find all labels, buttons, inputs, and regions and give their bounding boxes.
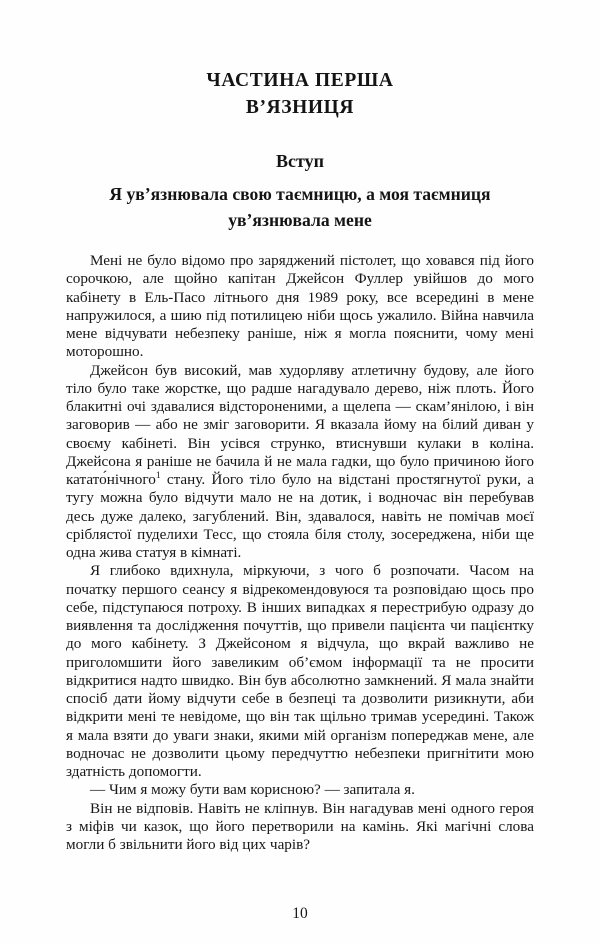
paragraph-part-a: Джейсон був високий, мав худорляву атлетичну будову, але його тіло було таке жорстке, що радше нагадувало дерево, ніж плоть. Його блакитні очі здавалися відстороненими, а щелепа — скам’янілою, і він заговорив — або не зміг заговорити. Я вказала йому на білий диван у своєму кабінеті. Він усівся струнко, втиснувши кулаки в коліна. Джейсона я раніше не бачила й не мала гадки, що було причиною його катато́нічного <box>66 361 534 488</box>
page-number: 10 <box>292 905 308 922</box>
page-content <box>66 0 534 854</box>
paragraph: Мені не було відомо про заряджений пістолет, що ховався під його сорочкою, але щойно капітан Джейсон Фуллер увійшов до мого кабінету в Ель-Пасо літнього дня 1989 року, все всередині в мене напружилося, а шию під потилицею ніби щось ужалило. Війна навчила мене відчувати небезпеку раніше, ніж я могла пояснити, чому мені моторошно. <box>66 252 534 361</box>
paragraph <box>66 362 534 563</box>
paragraph: Він не відповів. Навіть не кліпнув. Він нагадував мені одного героя з міфів чи казок, що його перетворили на камінь. Які магічні слова могли б звільнити його від цих чарів? <box>66 799 534 853</box>
body-text <box>66 233 534 854</box>
part-title-line-2: В’ЯЗНИЦЯ <box>245 97 355 118</box>
part-title-block <box>66 0 534 120</box>
paragraph-part-b: стану. Його тіло було на відстані простягнутої руки, а тугу можна було відчути мало не на дотик, і водночас він перебував десь дуже далеко, загублений. Він, здавалося, навіть не помічав моєї сріблястої пуделихи Тесс, що стояла біля столу, зосереджена, ніби ще одна жива статуя в кімнаті. <box>66 471 534 561</box>
chapter-title: Вступ <box>276 151 324 171</box>
paragraph: Я глибоко вдихнула, міркуючи, з чого б розпочати. Часом на початку першого сеансу я відрекомендовуюся та розповідаю щось про себе, підступаюся потроху. В інших випадках я перестрибую одразу до виявлення та дослідження почуттів, що привели пацієнта чи пацієнтку до мого кабінету. З Джейсоном я відчула, що вкрай важливо не приголомшити його завеликим об’ємом інформації та не просити відкритися надто швидко. Він був абсолютно замкнений. Я мала знайти спосіб дати йому відчути себе в безпеці та дозволити ризикнути, аби відкрити мені те невідоме, що він так щільно тримав усередині. Також я мала взяти до уваги знаки, якими мій організм попереджав мене, але водночас не дозволити цьому передчуттю небезпеки пригнітити мою здатність допомогти. <box>66 562 534 780</box>
paragraph-dialogue: — Чим я можу бути вам корисною? — запитала я. <box>90 781 415 799</box>
chapter-heading-block <box>66 120 534 233</box>
chapter-subtitle: Я ув’язнювала свою таємницю, а моя таємниця ув’язнювала мене <box>109 184 491 230</box>
part-title-line-1: ЧАСТИНА ПЕРША <box>206 70 394 91</box>
footnote-marker: 1 <box>155 470 161 481</box>
